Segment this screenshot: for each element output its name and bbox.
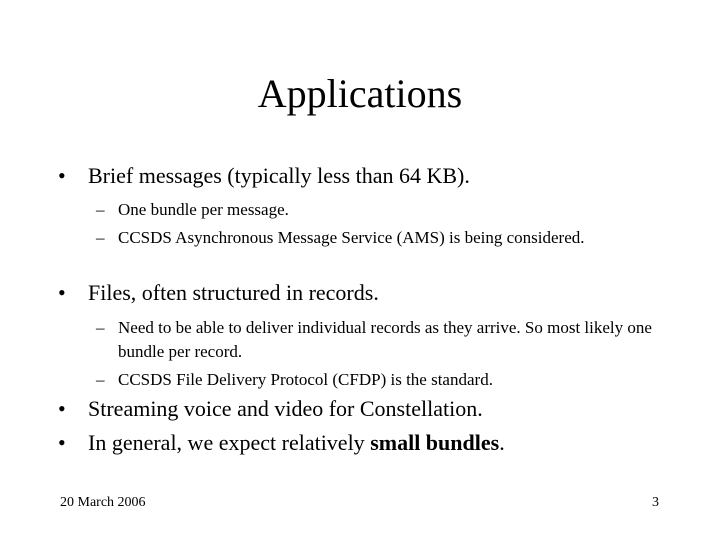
bullet-marker: • xyxy=(58,163,66,188)
bullet-text: Brief messages (typically less than 64 KB). xyxy=(88,163,470,188)
bullet-text-prefix: In general, we expect relatively xyxy=(88,430,371,455)
sub-bullet-text: Need to be able to deliver individual records as they arrive. So most likely one bundle per record. xyxy=(118,318,652,361)
bullet-item xyxy=(58,279,658,306)
sub-bullet-item xyxy=(58,198,658,222)
bullet-item xyxy=(58,395,658,422)
sub-bullet-list xyxy=(58,316,658,392)
sub-bullet-list xyxy=(58,198,658,250)
slide-title: Applications xyxy=(257,71,463,116)
dash-marker: – xyxy=(96,228,105,247)
bullet-item xyxy=(58,162,658,189)
sub-bullet-text: CCSDS File Delivery Protocol (CFDP) is the standard. xyxy=(118,370,493,389)
dash-marker: – xyxy=(96,200,105,219)
sub-bullet-text: One bundle per message. xyxy=(118,200,289,219)
bullet-marker: • xyxy=(58,396,66,421)
sub-bullet-item xyxy=(58,226,658,250)
footer-date: 20 March 2006 xyxy=(60,495,146,510)
sub-bullet-text: CCSDS Asynchronous Message Service (AMS) is being considered. xyxy=(118,228,585,247)
dash-marker: – xyxy=(96,370,105,389)
bullet-text: Streaming voice and video for Constellation. xyxy=(88,396,483,421)
sub-bullet-item xyxy=(58,368,658,392)
bullet-text: Files, often structured in records. xyxy=(88,280,379,305)
bullet-block-streaming xyxy=(58,395,658,422)
bullet-marker: • xyxy=(58,280,66,305)
sub-bullet-item xyxy=(58,316,658,364)
bullet-block-brief-messages xyxy=(58,162,658,250)
bullet-marker: • xyxy=(58,430,66,455)
bullet-text-emphasis: small bundles xyxy=(370,430,500,455)
bullet-text xyxy=(88,430,505,455)
dash-marker: – xyxy=(96,318,105,337)
bullet-text-suffix: . xyxy=(499,430,505,455)
bullet-block-general xyxy=(58,429,658,456)
bullet-item xyxy=(58,429,658,456)
bullet-block-files xyxy=(58,279,658,392)
page-number: 3 xyxy=(652,495,659,510)
